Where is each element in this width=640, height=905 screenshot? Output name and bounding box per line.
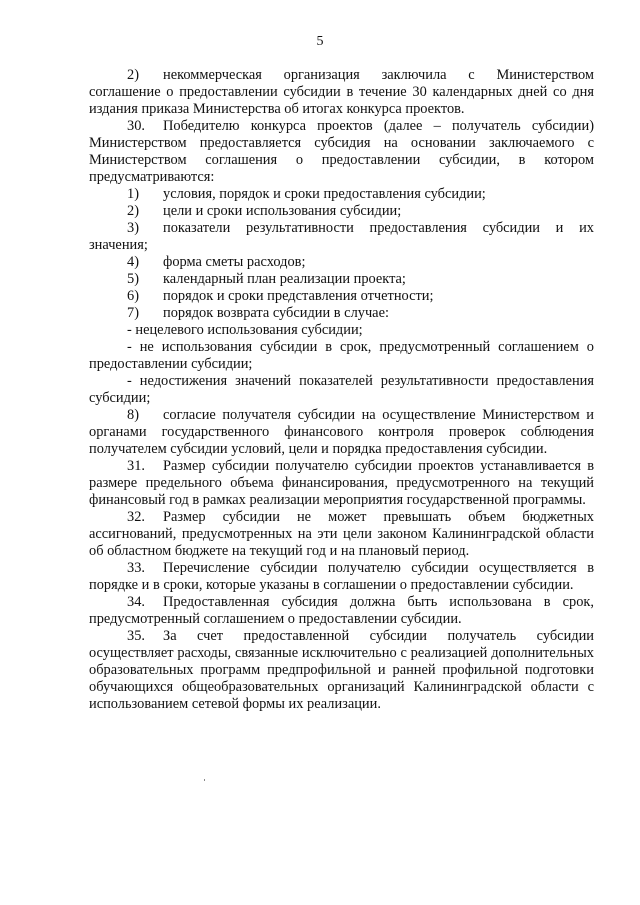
paragraph-text: Перечисление субсидии получателю субсидии осуществляется в порядке и в сроки, которые указаны в соглашении о предоставлении субсидии.: [89, 560, 594, 593]
list-item-3: [89, 220, 594, 254]
item-number: 34.: [127, 594, 145, 610]
item-number: 32.: [127, 509, 145, 525]
list-item-1: [89, 186, 594, 203]
scan-speck: [204, 779, 205, 781]
paragraph-text: - недостижения значений показателей результативности предоставления субсидии;: [89, 373, 594, 406]
paragraph-text: Размер субсидии не может превышать объем бюджетных ассигнований, предусмотренных на эти цели законом Калининградской области об областном бюджете на текущий год и на плановый период.: [89, 509, 594, 559]
item-number: 6): [127, 288, 139, 304]
paragraph-text: - нецелевого использования субсидии;: [127, 322, 363, 338]
item-number: 2): [127, 203, 139, 219]
item-number: 30.: [127, 118, 145, 134]
list-item-7: [89, 305, 594, 322]
dash-item-unused: [89, 339, 594, 373]
paragraph-32: [89, 509, 594, 560]
item-number: 7): [127, 305, 139, 321]
paragraph-33: [89, 560, 594, 594]
paragraph-text: Предоставленная субсидия должна быть использована в срок, предусмотренный соглашением о предоставлении субсидии.: [89, 594, 594, 627]
paragraph-text: порядок возврата субсидии в случае:: [163, 305, 389, 321]
list-item-2: [89, 203, 594, 220]
paragraph-30: [89, 118, 594, 186]
item-number: 33.: [127, 560, 145, 576]
item-number: 4): [127, 254, 139, 270]
paragraph-text: форма сметы расходов;: [163, 254, 306, 270]
dash-item-misuse: [89, 322, 594, 339]
paragraph-text: календарный план реализации проекта;: [163, 271, 406, 287]
paragraph-text: цели и сроки использования субсидии;: [163, 203, 402, 219]
item-number: 35.: [127, 628, 145, 644]
item-number: 5): [127, 271, 139, 287]
paragraph-31: [89, 458, 594, 509]
paragraph-35: [89, 628, 594, 713]
list-item-4: [89, 254, 594, 271]
paragraph-34: [89, 594, 594, 628]
paragraph-text: показатели результативности предоставления субсидии и их значения;: [89, 220, 594, 253]
document-body: [89, 67, 594, 713]
page-number: 5: [316, 34, 324, 49]
paragraph-text: некоммерческая организация заключила с Министерством соглашение о предоставлении субсидии в течение 30 календарных дней со дня издания приказа Министерства об итогах конкурса проектов.: [89, 67, 594, 117]
item-number: 2): [127, 67, 139, 83]
list-item-6: [89, 288, 594, 305]
paragraph-text: согласие получателя субсидии на осуществление Министерством и органами государственного финансового контроля проверок соблюдения получателем субсидии условий, цели и порядка предоставления субсидии.: [89, 407, 594, 457]
item-number: 1): [127, 186, 139, 202]
paragraph-2: [89, 67, 594, 118]
dash-item-not-achieved: [89, 373, 594, 407]
paragraph-text: Размер субсидии получателю субсидии проектов устанавливается в размере предельного объема финансирования, предусмотренного на текущий финансовый год в рамках реализации мероприятия государственной программы.: [89, 458, 594, 508]
paragraph-text: условия, порядок и сроки предоставления субсидии;: [163, 186, 486, 202]
paragraph-text: За счет предоставленной субсидии получатель субсидии осуществляет расходы, связанные исключительно с реализацией дополнительных образовательных программ предпрофильной и ранней профильной подготовки обучающихся общеобразовательных организаций Калининградской области с использованием сетевой формы их реализации.: [89, 628, 594, 712]
paragraph-text: порядок и сроки представления отчетности;: [163, 288, 434, 304]
list-item-8: [89, 407, 594, 458]
item-number: 8): [127, 407, 139, 423]
paragraph-text: Победителю конкурса проектов (далее – получатель субсидии) Министерством предоставляется субсидия на основании заключаемого с Министерством соглашения о предоставлении субсидии, в котором предусматриваются:: [89, 118, 594, 185]
paragraph-text: - не использования субсидии в срок, предусмотренный соглашением о предоставлении субсидии;: [89, 339, 594, 372]
list-item-5: [89, 271, 594, 288]
item-number: 31.: [127, 458, 145, 474]
item-number: 3): [127, 220, 139, 236]
